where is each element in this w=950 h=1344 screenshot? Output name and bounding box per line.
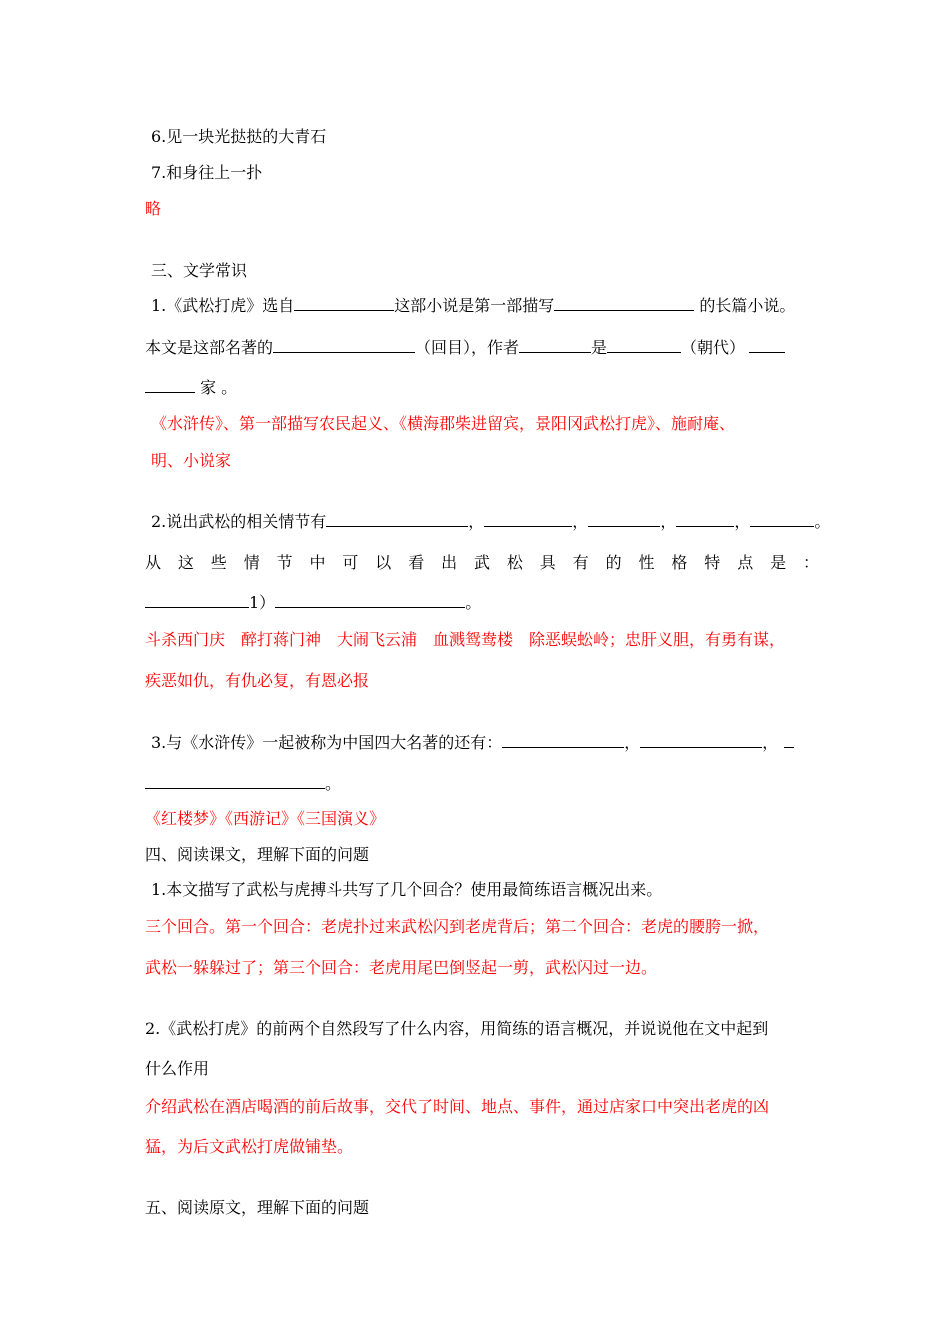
s3-q2-answer-2: 疾恶如仇，有仇必复，有恩必报	[145, 671, 370, 690]
s3-q2-line1: 2.说出武松的相关情节有 ， ， ， ， 。	[151, 512, 831, 531]
s3-q3-line1: 3.与《水浒传》一起被称为中国四大名著的还有： ， ，	[151, 733, 794, 753]
s3-q3-line2: 。	[145, 774, 341, 794]
s3-q2-line2: 从这些情节中可以看出武松具有的性格特点是：	[145, 553, 836, 572]
s3-q1-line1: 1.《武松打虎》选自 这部小说是第一部描写 的长篇小说。	[151, 296, 796, 315]
blank[interactable]	[484, 512, 572, 527]
blank[interactable]	[676, 512, 734, 527]
s4-q1-answer-1: 三个回合。第一个回合：老虎扑过来武松闪到老虎背后；第二个回合：老虎的腰胯一掀，	[145, 917, 770, 936]
s4-q2-text-2: 什么作用	[145, 1059, 210, 1078]
blank[interactable]	[294, 296, 394, 311]
s3-q2-line3: 1） 。	[145, 593, 481, 613]
s4-q2-answer-2: 猛，为后文武松打虎做铺垫。	[145, 1137, 354, 1156]
blank[interactable]	[784, 733, 794, 748]
blank[interactable]	[145, 378, 195, 393]
s4-q1-answer-2: 武松一躲躲过了；第三个回合：老虎用尾巴倒竖起一剪，武松闪过一边。	[145, 958, 658, 977]
blank[interactable]	[326, 512, 468, 527]
blank[interactable]	[502, 733, 624, 748]
s3-q1-line3: 家 。	[145, 378, 237, 398]
s3-q1-line2: 本文是这部名著的 （回目），作者 是 （朝代）	[145, 338, 785, 358]
section-5-heading: 五、阅读原文，理解下面的问题	[145, 1198, 370, 1217]
answer-lue: 略	[145, 199, 162, 218]
blank[interactable]	[273, 338, 415, 353]
s3-q3-answer: 《红楼梦》《西游记》《三国演义》	[145, 809, 386, 828]
blank[interactable]	[640, 733, 762, 748]
blank[interactable]	[145, 774, 325, 789]
item-7: 7.和身往上一扑	[151, 163, 263, 182]
s4-q2-text-1: 2.《武松打虎》的前两个自然段写了什么内容，用简练的语言概况，并说说他在文中起到	[145, 1019, 769, 1038]
blank[interactable]	[145, 593, 249, 608]
blank[interactable]	[554, 296, 694, 311]
blank[interactable]	[750, 512, 814, 527]
s3-q1-answer-1: 《水浒传》、第一部描写农民起义、《横海郡柴进留宾，景阳冈武松打虎》、施耐庵、	[151, 414, 736, 433]
blank[interactable]	[588, 512, 660, 527]
section-4-heading: 四、阅读课文，理解下面的问题	[145, 845, 370, 864]
blank[interactable]	[607, 338, 681, 353]
s4-q1-text: 1.本文描写了武松与虎搏斗共写了几个回合？使用最简练语言概况出来。	[151, 880, 663, 899]
s3-q1-answer-2: 明、小说家	[151, 451, 232, 470]
s4-q2-answer-1: 介绍武松在酒店喝酒的前后故事，交代了时间、地点、事件，通过店家口中突出老虎的凶	[145, 1097, 770, 1116]
blank[interactable]	[275, 593, 465, 608]
blank[interactable]	[749, 338, 785, 353]
item-6: 6.见一块光挞挞的大青石	[151, 127, 327, 146]
s3-q2-answer-1: 斗杀西门庆 醉打蒋门神 大闹飞云浦 血溅鸳鸯楼 除恶蜈蚣岭；忠肝义胆，有勇有谋，	[145, 630, 786, 649]
section-3-heading: 三、文学常识	[151, 261, 248, 280]
blank[interactable]	[519, 338, 591, 353]
